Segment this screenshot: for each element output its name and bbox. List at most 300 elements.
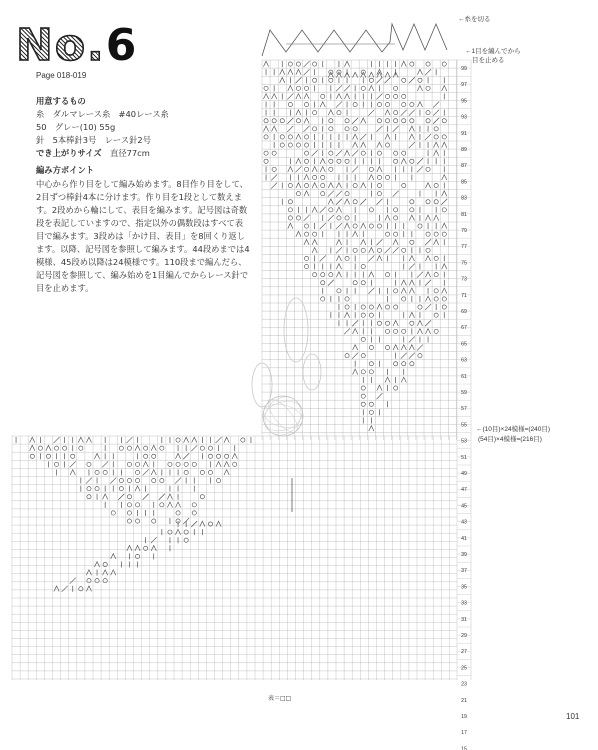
decrease-symbol bbox=[377, 385, 382, 390]
yarn-over-symbol bbox=[385, 329, 389, 333]
row-number: 39 bbox=[461, 552, 467, 558]
k2tog-symbol bbox=[336, 223, 342, 229]
yarn-over-symbol bbox=[321, 273, 325, 277]
decrease-symbol bbox=[369, 86, 374, 91]
k2tog-symbol bbox=[441, 199, 447, 205]
decrease-symbol bbox=[425, 215, 430, 220]
yarn-over-symbol bbox=[361, 248, 365, 252]
yarn-over-symbol bbox=[377, 321, 381, 325]
decrease-symbol bbox=[401, 280, 406, 285]
decrease-symbol bbox=[353, 142, 358, 147]
decrease-symbol bbox=[353, 369, 358, 374]
decrease-symbol bbox=[377, 142, 382, 147]
decrease-symbol bbox=[417, 329, 422, 334]
decrease-symbol bbox=[409, 280, 414, 285]
yarn-over-symbol bbox=[418, 224, 422, 228]
yarn-over-symbol bbox=[369, 313, 373, 317]
yarn-over-symbol bbox=[377, 183, 381, 187]
yarn-over-symbol bbox=[296, 216, 300, 220]
k2tog-symbol bbox=[216, 437, 222, 443]
decrease-symbol bbox=[200, 521, 205, 526]
k2tog-symbol bbox=[433, 110, 439, 116]
yarn-over-symbol bbox=[402, 183, 406, 187]
yarn-over-symbol bbox=[361, 394, 365, 398]
k2tog-symbol bbox=[425, 134, 431, 140]
yarn-over-symbol bbox=[152, 519, 156, 523]
decrease-symbol bbox=[336, 256, 341, 261]
k2tog-symbol bbox=[159, 494, 165, 500]
k2tog-symbol bbox=[409, 264, 415, 270]
decrease-symbol bbox=[320, 158, 325, 163]
k2tog-symbol bbox=[336, 247, 342, 253]
yarn-over-symbol bbox=[329, 119, 333, 123]
yarn-over-symbol bbox=[418, 305, 422, 309]
decrease-symbol bbox=[369, 426, 374, 431]
yarn-over-symbol bbox=[361, 337, 365, 341]
decrease-symbol bbox=[409, 134, 414, 139]
yarn-over-symbol bbox=[313, 273, 317, 277]
yarn-over-symbol bbox=[200, 446, 204, 450]
decrease-symbol bbox=[353, 329, 358, 334]
row-number: 97 bbox=[461, 82, 467, 89]
row-number: 91 bbox=[461, 130, 467, 137]
decrease-symbol bbox=[320, 167, 325, 172]
decrease-symbol bbox=[167, 494, 172, 499]
yarn-over-symbol bbox=[394, 111, 398, 115]
yarn-over-symbol bbox=[394, 329, 398, 333]
decrease-symbol bbox=[304, 175, 309, 180]
yarn-over-symbol bbox=[272, 119, 276, 123]
decrease-symbol bbox=[401, 345, 406, 350]
yarn-over-symbol bbox=[144, 546, 148, 550]
decrease-symbol bbox=[442, 175, 447, 180]
decrease-symbol bbox=[417, 86, 422, 91]
k2tog-symbol bbox=[352, 166, 358, 172]
row-number: 27 bbox=[461, 649, 467, 656]
decrease-symbol bbox=[151, 445, 156, 450]
yarn-over-symbol bbox=[103, 579, 107, 583]
yarn-over-symbol bbox=[103, 470, 107, 474]
k2tog-symbol bbox=[336, 199, 342, 205]
yarn-over-symbol bbox=[95, 470, 99, 474]
yarn-over-symbol bbox=[135, 478, 139, 482]
decrease-symbol bbox=[425, 329, 430, 334]
yarn-over-symbol bbox=[369, 167, 373, 171]
yarn-over-symbol bbox=[418, 354, 422, 358]
yarn-over-symbol bbox=[313, 232, 317, 236]
decrease-symbol bbox=[442, 223, 447, 228]
decrease-symbol bbox=[272, 126, 277, 131]
yarn-over-symbol bbox=[103, 562, 107, 566]
decrease-symbol bbox=[377, 167, 382, 172]
yarn-over-symbol bbox=[402, 94, 406, 98]
decrease-symbol bbox=[393, 239, 398, 244]
yarn-over-symbol bbox=[394, 386, 398, 390]
yarn-over-symbol bbox=[426, 62, 430, 66]
decrease-symbol bbox=[86, 437, 91, 442]
yarn-over-symbol bbox=[135, 554, 139, 558]
decrease-symbol bbox=[280, 77, 285, 82]
k2tog-symbol bbox=[352, 118, 358, 124]
yarn-over-symbol bbox=[304, 183, 308, 187]
yarn-over-symbol bbox=[192, 462, 196, 466]
yarn-over-symbol bbox=[38, 446, 42, 450]
decrease-symbol bbox=[409, 215, 414, 220]
yarn-over-symbol bbox=[304, 151, 308, 155]
decrease-symbol bbox=[86, 570, 91, 575]
yarn-over-symbol bbox=[304, 232, 308, 236]
yarn-over-symbol bbox=[329, 127, 333, 131]
k2tog-symbol bbox=[425, 239, 431, 245]
decrease-symbol bbox=[393, 345, 398, 350]
yarn-over-symbol bbox=[152, 478, 156, 482]
yarn-over-symbol bbox=[127, 495, 131, 499]
k2tog-symbol bbox=[409, 336, 415, 342]
yarn-over-symbol bbox=[127, 511, 131, 515]
yarn-over-symbol bbox=[426, 86, 430, 90]
decrease-symbol bbox=[385, 377, 390, 382]
yarn-over-symbol bbox=[434, 135, 438, 139]
k2tog-symbol bbox=[401, 110, 407, 116]
yarn-over-symbol bbox=[30, 454, 34, 458]
yarn-over-symbol bbox=[394, 86, 398, 90]
row-number: 33 bbox=[461, 600, 467, 607]
yarn-over-symbol bbox=[394, 216, 398, 220]
decrease-symbol bbox=[344, 312, 349, 317]
decrease-symbol bbox=[288, 69, 293, 74]
decrease-symbol bbox=[344, 94, 349, 99]
yarn-over-symbol bbox=[402, 362, 406, 366]
yarn-over-symbol bbox=[208, 454, 212, 458]
decrease-symbol bbox=[288, 167, 293, 172]
yarn-over-symbol bbox=[345, 159, 349, 163]
row-number: 79 bbox=[461, 228, 467, 234]
yarn-over-symbol bbox=[79, 587, 83, 591]
decrease-symbol bbox=[361, 118, 366, 123]
yarn-over-symbol bbox=[160, 446, 164, 450]
yarn-over-symbol bbox=[442, 62, 446, 66]
decrease-symbol bbox=[401, 61, 406, 66]
yarn-over-symbol bbox=[296, 86, 300, 90]
yarn-over-symbol bbox=[304, 256, 308, 260]
yarn-over-symbol bbox=[377, 151, 381, 155]
decrease-symbol bbox=[385, 110, 390, 115]
decrease-symbol bbox=[353, 231, 358, 236]
yarn-ball-line bbox=[258, 390, 309, 442]
decrease-symbol bbox=[135, 486, 140, 491]
yarn-over-symbol bbox=[369, 78, 373, 82]
yarn-over-symbol bbox=[135, 470, 139, 474]
decrease-symbol bbox=[369, 248, 374, 253]
k2tog-symbol bbox=[191, 445, 197, 451]
yarn-over-symbol bbox=[127, 446, 131, 450]
yarn-over-symbol bbox=[385, 305, 389, 309]
decrease-symbol bbox=[409, 345, 414, 350]
decrease-symbol bbox=[377, 256, 382, 261]
yarn-over-symbol bbox=[345, 119, 349, 123]
yarn-over-symbol bbox=[394, 151, 398, 155]
yarn-over-symbol bbox=[288, 208, 292, 212]
yarn-over-symbol bbox=[304, 224, 308, 228]
k2tog-symbol bbox=[143, 469, 149, 475]
yarn-over-symbol bbox=[402, 248, 406, 252]
row-number: 47 bbox=[461, 487, 467, 494]
decrease-symbol bbox=[232, 453, 237, 458]
yarn-over-symbol bbox=[385, 273, 389, 277]
k2tog-symbol bbox=[368, 288, 374, 294]
materials-color: 50 グレー(10) 55g bbox=[36, 122, 116, 132]
yarn-over-symbol bbox=[402, 78, 406, 82]
decrease-symbol bbox=[127, 546, 132, 551]
k2tog-symbol bbox=[328, 280, 334, 286]
yarn-over-symbol bbox=[296, 192, 300, 196]
yarn-over-symbol bbox=[434, 232, 438, 236]
yarn-over-symbol bbox=[385, 143, 389, 147]
yarn-over-symbol bbox=[208, 522, 212, 526]
k2tog-symbol bbox=[304, 61, 310, 67]
yarn-over-symbol bbox=[54, 446, 58, 450]
decrease-symbol bbox=[369, 175, 374, 180]
yarn-over-symbol bbox=[208, 470, 212, 474]
decrease-symbol bbox=[30, 437, 35, 442]
yarn-over-symbol bbox=[394, 208, 398, 212]
row-number: 65 bbox=[461, 341, 467, 348]
decrease-symbol bbox=[312, 248, 317, 253]
cactus-outline bbox=[284, 298, 308, 362]
yarn-over-symbol bbox=[329, 78, 333, 82]
decrease-symbol bbox=[304, 191, 309, 196]
decrease-symbol bbox=[296, 183, 301, 188]
k2tog-symbol bbox=[344, 328, 350, 334]
yarn-over-symbol bbox=[321, 297, 325, 301]
decrease-symbol bbox=[151, 546, 156, 551]
decrease-symbol bbox=[434, 239, 439, 244]
k2tog-symbol bbox=[409, 353, 415, 359]
yarn-over-symbol bbox=[280, 143, 284, 147]
decrease-symbol bbox=[175, 529, 180, 534]
row-number: 89 bbox=[461, 147, 467, 153]
decrease-symbol bbox=[54, 586, 59, 591]
yarn-over-symbol bbox=[176, 462, 180, 466]
k2tog-symbol bbox=[320, 207, 326, 213]
yarn-over-symbol bbox=[385, 175, 389, 179]
yarn-over-symbol bbox=[394, 305, 398, 309]
row-number: 35 bbox=[461, 584, 467, 591]
decrease-symbol bbox=[328, 183, 333, 188]
row-number: 57 bbox=[461, 406, 467, 413]
k2tog-symbol bbox=[102, 461, 108, 467]
yarn-over-symbol bbox=[313, 78, 317, 82]
yarn-over-symbol bbox=[296, 119, 300, 123]
yarn-over-symbol bbox=[377, 119, 381, 123]
yarn-ball-line bbox=[259, 396, 306, 436]
decrease-symbol bbox=[344, 199, 349, 204]
yarn-over-symbol bbox=[410, 102, 414, 106]
yarn-over-symbol bbox=[410, 200, 414, 204]
row-number: 95 bbox=[461, 98, 467, 105]
yarn-over-symbol bbox=[280, 135, 284, 139]
decrease-symbol bbox=[401, 158, 406, 163]
decrease-symbol bbox=[336, 94, 341, 99]
k2tog-symbol bbox=[175, 478, 181, 484]
decrease-symbol bbox=[336, 272, 341, 277]
decrease-symbol bbox=[263, 126, 268, 131]
yarn-over-symbol bbox=[176, 511, 180, 515]
decrease-symbol bbox=[280, 69, 285, 74]
k2tog-symbol bbox=[385, 247, 391, 253]
yarn-over-symbol bbox=[288, 62, 292, 66]
row-number: 67 bbox=[461, 325, 467, 332]
yarn-over-symbol bbox=[272, 167, 276, 171]
k2tog-symbol bbox=[376, 199, 382, 205]
row-number: 63 bbox=[461, 357, 467, 364]
row-number: 61 bbox=[461, 373, 467, 380]
yarn-over-symbol bbox=[241, 438, 245, 442]
k2tog-symbol bbox=[352, 150, 358, 156]
k2tog-symbol bbox=[183, 453, 189, 459]
yarn-over-symbol bbox=[361, 264, 365, 268]
yarn-over-symbol bbox=[353, 102, 357, 106]
k2tog-symbol bbox=[393, 191, 399, 197]
row-number: 25 bbox=[461, 665, 467, 672]
decrease-symbol bbox=[224, 437, 229, 442]
yarn-over-symbol bbox=[176, 438, 180, 442]
decrease-symbol bbox=[46, 445, 51, 450]
yarn-over-symbol bbox=[135, 503, 139, 507]
k2tog-symbol bbox=[409, 142, 415, 148]
yarn-over-symbol bbox=[304, 159, 308, 163]
yarn-over-symbol bbox=[321, 94, 325, 98]
decrease-symbol bbox=[312, 207, 317, 212]
yarn-over-symbol bbox=[264, 135, 268, 139]
decrease-symbol bbox=[296, 110, 301, 115]
k2tog-symbol bbox=[352, 353, 358, 359]
yarn-over-symbol bbox=[184, 462, 188, 466]
yarn-over-symbol bbox=[369, 402, 373, 406]
k2tog-symbol bbox=[295, 166, 301, 172]
finished-size-value: 直径77cm bbox=[110, 148, 150, 158]
yarn-over-symbol bbox=[63, 446, 67, 450]
yarn-over-symbol bbox=[321, 183, 325, 187]
legend-bind-off-note: ←1目を編んでから bbox=[465, 48, 521, 55]
yarn-over-symbol bbox=[95, 579, 99, 583]
decrease-symbol bbox=[175, 453, 180, 458]
row-number: 17 bbox=[461, 730, 467, 737]
yarn-over-symbol bbox=[361, 402, 365, 406]
yarn-over-symbol bbox=[127, 462, 131, 466]
yarn-over-symbol bbox=[313, 111, 317, 115]
yarn-over-symbol bbox=[304, 143, 308, 147]
yarn-over-symbol bbox=[434, 273, 438, 277]
k2tog-symbol bbox=[287, 118, 293, 124]
yarn-over-symbol bbox=[402, 102, 406, 106]
k2tog-symbol bbox=[191, 521, 197, 527]
yarn-over-symbol bbox=[369, 362, 373, 366]
yarn-over-symbol bbox=[361, 86, 365, 90]
decrease-symbol bbox=[296, 158, 301, 163]
yarn-over-symbol bbox=[329, 273, 333, 277]
yarn-over-symbol bbox=[46, 454, 50, 458]
k2tog-symbol bbox=[336, 191, 342, 197]
yarn-over-symbol bbox=[79, 446, 83, 450]
yarn-over-symbol bbox=[410, 208, 414, 212]
decrease-symbol bbox=[344, 223, 349, 228]
yarn-over-symbol bbox=[369, 410, 373, 414]
decrease-symbol bbox=[425, 256, 430, 261]
yarn-over-symbol bbox=[184, 538, 188, 542]
k2tog-symbol bbox=[352, 320, 358, 326]
yarn-over-symbol bbox=[313, 175, 317, 179]
yarn-over-symbol bbox=[87, 495, 91, 499]
k2tog-symbol bbox=[385, 77, 391, 83]
decrease-symbol bbox=[312, 167, 317, 172]
k2tog-symbol bbox=[425, 304, 431, 310]
yarn-over-symbol bbox=[71, 454, 75, 458]
yarn-over-symbol bbox=[353, 248, 357, 252]
yarn-over-symbol bbox=[385, 119, 389, 123]
decrease-symbol bbox=[385, 134, 390, 139]
yarn-over-symbol bbox=[434, 183, 438, 187]
decrease-symbol bbox=[111, 570, 116, 575]
yarn-over-symbol bbox=[442, 232, 446, 236]
row-number: 69 bbox=[461, 309, 467, 315]
yarn-over-symbol bbox=[192, 503, 196, 507]
row-number: 59 bbox=[461, 390, 467, 396]
decrease-symbol bbox=[70, 470, 75, 475]
decrease-symbol bbox=[94, 562, 99, 567]
yarn-over-symbol bbox=[426, 167, 430, 171]
decrease-symbol bbox=[377, 304, 382, 309]
yarn-over-symbol bbox=[337, 216, 341, 220]
yarn-over-symbol bbox=[321, 192, 325, 196]
decrease-symbol bbox=[263, 94, 268, 99]
materials-heading: 用意するもの bbox=[36, 96, 86, 106]
yarn-over-symbol bbox=[345, 216, 349, 220]
instructions-heading: 編み方ポイント bbox=[36, 165, 95, 175]
k2tog-symbol bbox=[433, 102, 439, 108]
decrease-symbol bbox=[434, 215, 439, 220]
decrease-symbol bbox=[304, 118, 309, 123]
k2tog-symbol bbox=[271, 183, 277, 189]
yarn-over-symbol bbox=[216, 454, 220, 458]
yarn-over-symbol bbox=[402, 297, 406, 301]
row-number: 87 bbox=[461, 163, 467, 170]
yarn-over-symbol bbox=[264, 86, 268, 90]
k2tog-symbol bbox=[376, 93, 382, 99]
yarn-over-symbol bbox=[377, 224, 381, 228]
row-number: 71 bbox=[461, 292, 467, 299]
decrease-symbol bbox=[417, 320, 422, 325]
decrease-symbol bbox=[361, 223, 366, 228]
instructions-text: 中心から作り目をして編み始めます。8目作り目をして、2目ずつ棒針4本に分けます。作り目を1段として数えます。2段めから輪にして、表目を編みます。記号図は奇数段を表記していますので、指定以外の偶数段はすべて表目で編みます。3段めは「かけ目、表目」を8回くり返します。以降、記号図を参照して編みます。44段めまでは4模様、45段め以降は24模様です。110段まで編んだら、記号図を参照して、編み始めを1目編んでからレース針で目を止めます。 bbox=[36, 179, 250, 293]
yarn-over-symbol bbox=[119, 487, 123, 491]
decrease-symbol bbox=[425, 183, 430, 188]
decrease-symbol bbox=[224, 470, 229, 475]
decrease-symbol bbox=[361, 239, 366, 244]
k2tog-symbol bbox=[360, 134, 366, 140]
k2tog-symbol bbox=[295, 77, 301, 83]
k2tog-symbol bbox=[304, 126, 310, 132]
yarn-over-symbol bbox=[434, 200, 438, 204]
k2tog-symbol bbox=[336, 102, 342, 108]
decrease-symbol bbox=[296, 231, 301, 236]
row-numbers bbox=[461, 66, 467, 750]
k2tog-symbol bbox=[312, 150, 318, 156]
yarn-over-symbol bbox=[329, 167, 333, 171]
k2tog-symbol bbox=[62, 586, 68, 592]
row-number: 73 bbox=[461, 276, 467, 283]
yarn-over-symbol bbox=[377, 175, 381, 179]
